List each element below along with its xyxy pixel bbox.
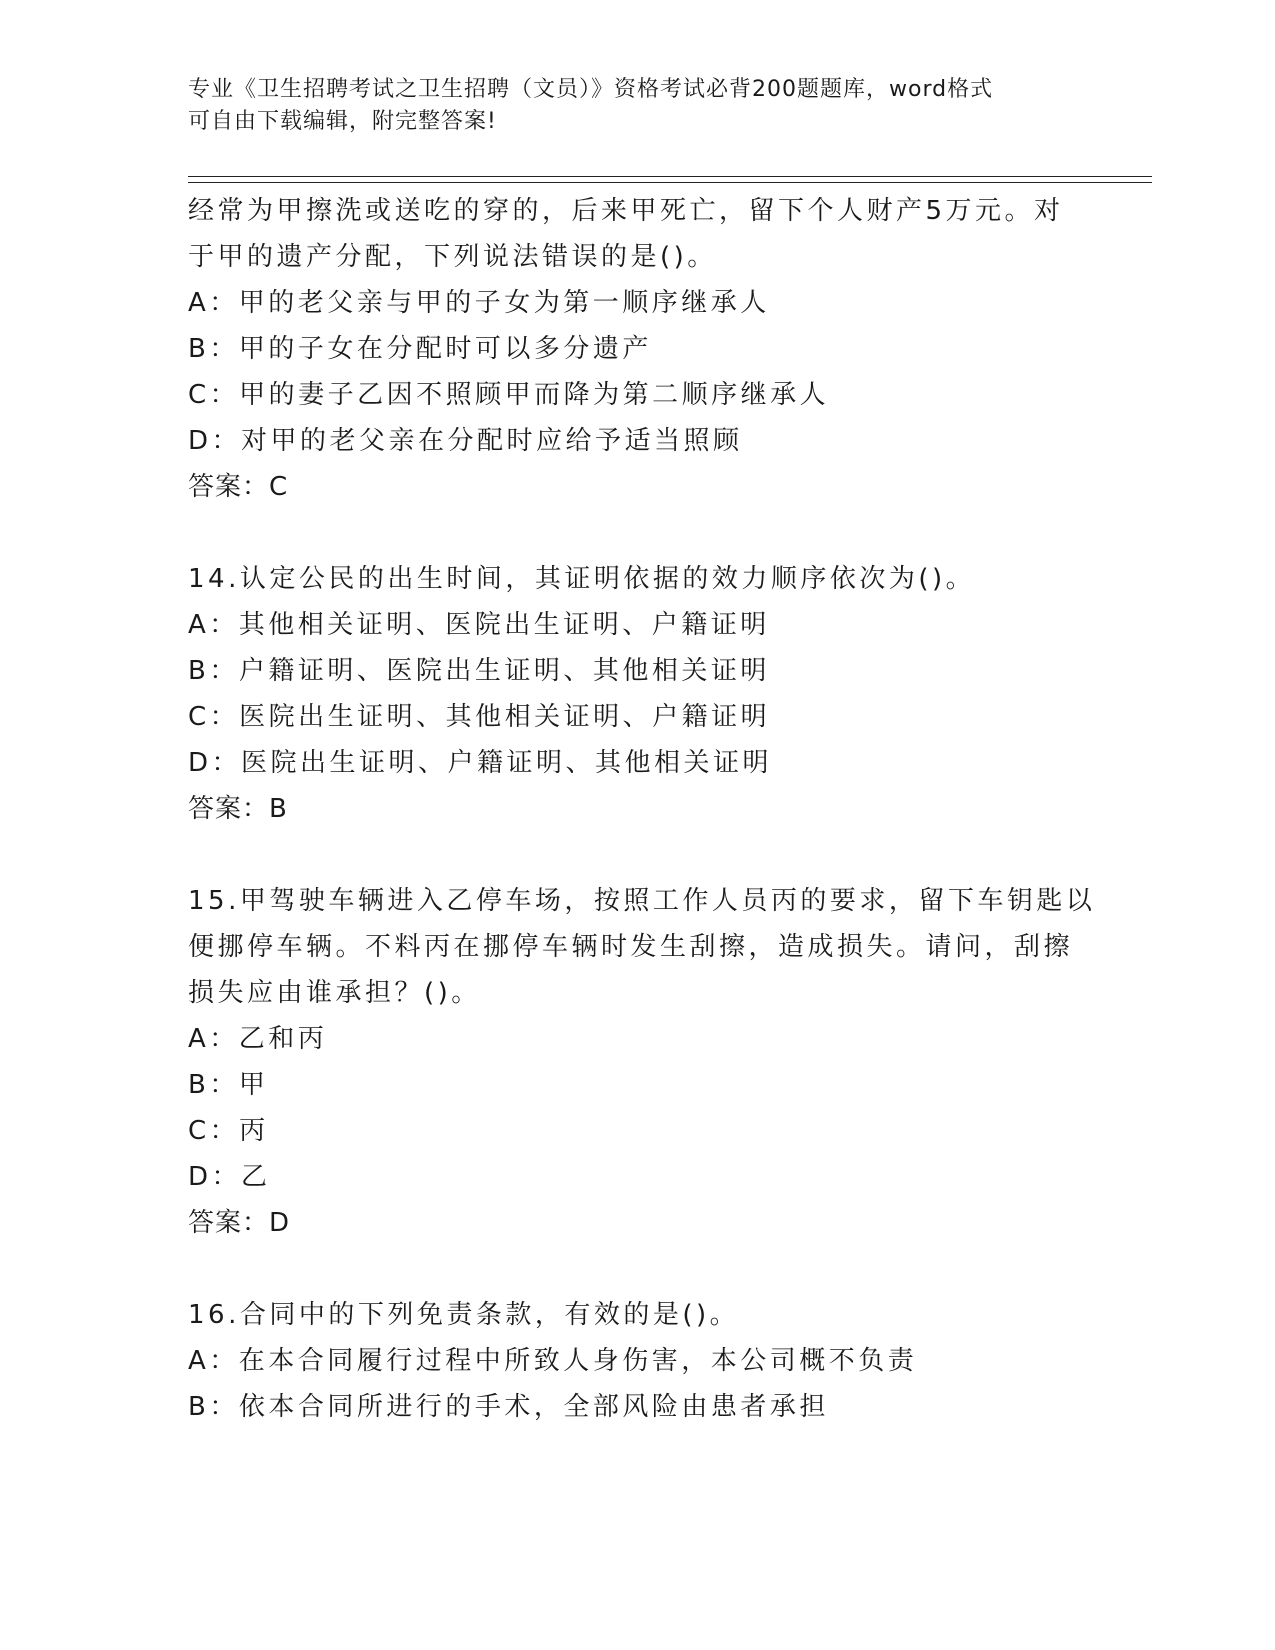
option-c: C：甲的妻子乙因不照顾甲而降为第二顺序继承人 [188, 380, 830, 410]
document-body [188, 188, 1148, 1430]
question-13-continuation [188, 188, 1148, 510]
option-b: B：户籍证明、医院出生证明、其他相关证明 [188, 656, 770, 686]
question-16 [188, 1292, 1148, 1430]
question-15 [188, 878, 1148, 1246]
question-text-line: 损失应由谁承担？()。 [188, 978, 481, 1008]
question-text-line: 经常为甲擦洗或送吃的穿的，后来甲死亡，留下个人财产5万元。对 [188, 196, 1064, 226]
question-14 [188, 556, 1148, 832]
option-b: B：甲的子女在分配时可以多分遗产 [188, 334, 652, 364]
option-a: A：在本合同履行过程中所致人身伤害，本公司概不负责 [188, 1346, 918, 1376]
question-text-line: 16.合同中的下列免责条款，有效的是()。 [188, 1300, 740, 1330]
answer-line: 答案：D [188, 1208, 291, 1238]
option-b: B：依本合同所进行的手术，全部风险由患者承担 [188, 1392, 829, 1422]
header-line-2: 可自由下载编辑，附完整答案! [188, 109, 497, 134]
option-d: D：医院出生证明、户籍证明、其他相关证明 [188, 748, 773, 778]
spacer [188, 832, 1148, 878]
option-a: A：乙和丙 [188, 1024, 328, 1054]
answer-line: 答案：B [188, 794, 288, 824]
spacer [188, 1246, 1148, 1292]
option-c: C：丙 [188, 1116, 269, 1146]
answer-line: 答案：C [188, 472, 289, 502]
option-b: B：甲 [188, 1070, 269, 1100]
option-a: A：甲的老父亲与甲的子女为第一顺序继承人 [188, 288, 770, 318]
question-text-line: 15.甲驾驶车辆进入乙停车场，按照工作人员丙的要求，留下车钥匙以 [188, 886, 1096, 916]
question-text-line: 14.认定公民的出生时间，其证明依据的效力顺序依次为()。 [188, 564, 976, 594]
option-c: C：医院出生证明、其他相关证明、户籍证明 [188, 702, 771, 732]
spacer [188, 510, 1148, 556]
question-text-line: 便挪停车辆。不料丙在挪停车辆时发生刮擦，造成损失。请问，刮擦 [188, 932, 1074, 962]
option-d: D：对甲的老父亲在分配时应给予适当照顾 [188, 426, 743, 456]
document-header [188, 74, 1088, 138]
question-text-line: 于甲的遗产分配，下列说法错误的是()。 [188, 242, 717, 272]
header-rule-top [188, 176, 1152, 177]
header-rule-bottom [188, 182, 1152, 183]
option-a: A：其他相关证明、医院出生证明、户籍证明 [188, 610, 770, 640]
option-d: D：乙 [188, 1162, 271, 1192]
header-line-1: 专业《卫生招聘考试之卫生招聘（文员）》资格考试必背200题题库，word格式 [188, 77, 994, 102]
